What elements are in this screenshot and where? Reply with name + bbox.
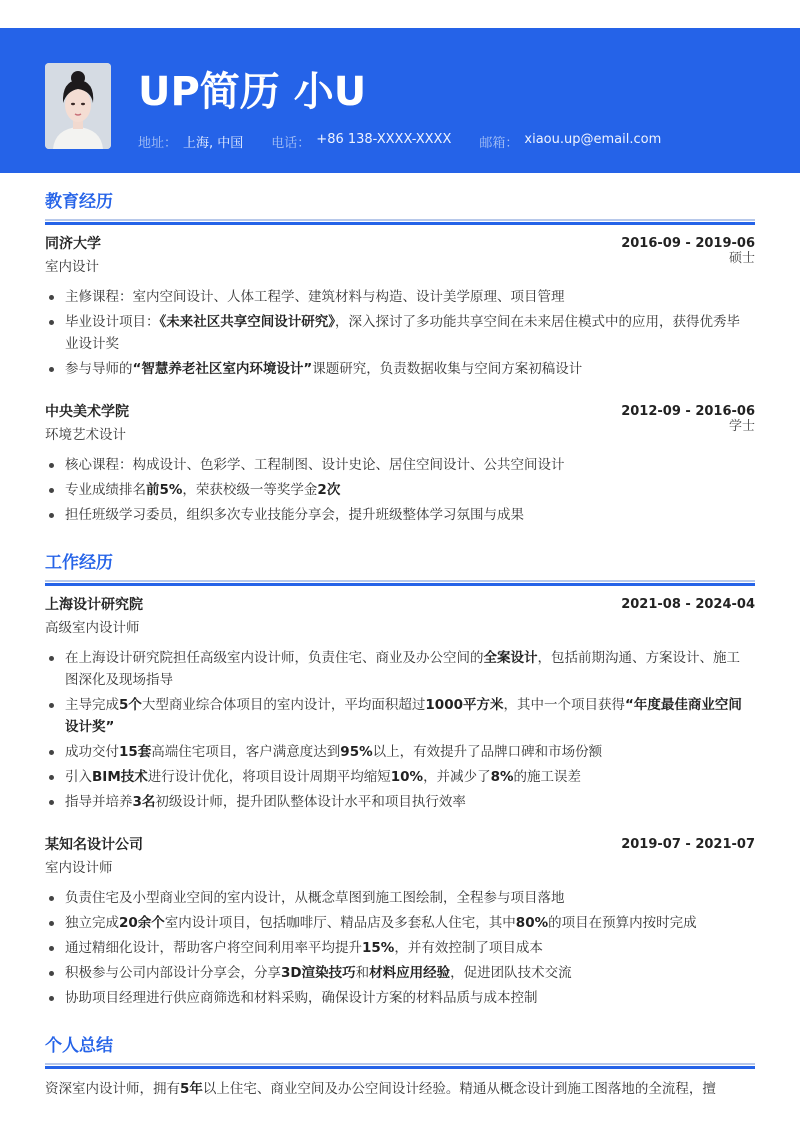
- entry-subheader: [45, 855, 755, 879]
- text-run: ，并减少了: [423, 769, 491, 785]
- summary-section: [45, 1035, 755, 1100]
- entry-role: 环境艺术设计: [45, 427, 126, 443]
- text-run: ，并有效控制了项目成本: [394, 940, 543, 956]
- entry-role: 高级室内设计师: [45, 620, 140, 636]
- entry-organization: 上海设计研究院: [45, 597, 143, 613]
- text-run: 毕业设计项目：: [65, 314, 160, 330]
- text-run: 课题研究，负责数据收集与空间方案初稿设计: [312, 361, 583, 377]
- section-title-summary: 个人总结: [45, 1036, 113, 1056]
- text-run: 指导并培养: [65, 794, 133, 810]
- emphasis-text: 95%: [340, 744, 373, 760]
- bullet-item: [45, 286, 755, 308]
- bullet-item: [45, 937, 755, 959]
- text-run: 引入: [65, 769, 92, 785]
- section-title-education: 教育经历: [45, 192, 113, 212]
- bullet-item: [45, 358, 755, 380]
- text-run: 高端住宅项目，客户满意度达到: [151, 744, 341, 760]
- section-title-work: 工作经历: [45, 553, 113, 573]
- candidate-name: UP简历 小U: [138, 69, 367, 115]
- entry-organization: 中央美术学院: [45, 404, 129, 420]
- section-divider: [45, 580, 755, 587]
- bullet-item: [45, 311, 755, 355]
- emphasis-text: 80%: [515, 915, 549, 931]
- address-value: 上海, 中国: [183, 136, 244, 151]
- work-section: [45, 552, 755, 1009]
- entry-role: 室内设计: [45, 259, 99, 275]
- bullet-item: [45, 741, 755, 763]
- section-divider: [45, 1063, 755, 1070]
- emphasis-text: 20余个: [119, 915, 165, 931]
- entry-header: [45, 835, 755, 855]
- entry-date-range: 2019-07 - 2021-07: [621, 837, 755, 852]
- text-run: 核心课程：构成设计、色彩学、工程制图、设计史论、居住空间设计、公共空间设计: [65, 457, 565, 473]
- summary-text: [45, 1078, 755, 1100]
- text-run: 担任班级学习委员，组织多次专业技能分享会，提升班级整体学习氛围与成果: [65, 507, 524, 523]
- text-run: 专业成绩排名: [65, 482, 146, 498]
- entry-item: [45, 402, 755, 526]
- entry-bullets: [45, 647, 755, 813]
- bullet-item: [45, 766, 755, 788]
- bullet-item: [45, 962, 755, 984]
- entry-subheader: [45, 251, 755, 278]
- bullet-item: [45, 912, 755, 934]
- emphasis-text: 10%: [390, 769, 424, 785]
- text-run: 的项目在预算内按时完成: [548, 915, 697, 931]
- entry-bullets: [45, 454, 755, 526]
- entry-item: [45, 835, 755, 1009]
- text-run: 以上，有效提升了品牌口碑和市场份额: [372, 744, 603, 760]
- emphasis-text: BIM技术: [92, 769, 148, 785]
- section-divider: [45, 219, 755, 226]
- entry-role: 室内设计师: [45, 860, 113, 876]
- email-value[interactable]: xiaou.up@email.com: [524, 132, 662, 147]
- emphasis-text: 全案设计: [483, 650, 538, 666]
- text-run: ，荣获校级一等奖学金: [182, 482, 318, 498]
- text-run: 进行设计优化，将项目设计周期平均缩短: [147, 769, 391, 785]
- emphasis-text: “智慧养老社区室内环境设计”: [132, 361, 313, 377]
- bullet-item: [45, 454, 755, 476]
- text-run: 资深室内设计师，拥有: [45, 1081, 180, 1097]
- text-run: ，深入探讨了多功能共享空间在未来居住模式中的应用，获得优秀毕业设计奖: [65, 314, 740, 352]
- entry-bullets: [45, 887, 755, 1009]
- resume-header: [0, 28, 800, 173]
- emphasis-text: 3名: [132, 794, 156, 810]
- phone-value: +86 138-XXXX-XXXX: [316, 132, 452, 147]
- entry-organization: 某知名设计公司: [45, 837, 143, 853]
- entry-subheader: [45, 615, 755, 639]
- contact-address: [138, 132, 243, 151]
- education-section: [45, 191, 755, 526]
- emphasis-text: 15%: [362, 940, 395, 956]
- emphasis-text: 5年: [180, 1081, 203, 1097]
- email-label: 邮箱：: [479, 136, 519, 151]
- education-list: [45, 234, 755, 526]
- bullet-item: [45, 887, 755, 909]
- text-run: 成功交付: [65, 744, 119, 760]
- text-run: 参与导师的: [65, 361, 133, 377]
- text-run: 独立完成: [65, 915, 119, 931]
- emphasis-text: 3D渲染技巧: [281, 965, 356, 981]
- entry-header: [45, 402, 755, 422]
- text-run: 在上海设计研究院担任高级室内设计师，负责住宅、商业及办公空间的: [65, 650, 484, 666]
- bullet-item: [45, 647, 755, 691]
- text-run: 主修课程：室内空间设计、人体工程学、建筑材料与构造、设计美学原理、项目管理: [65, 289, 565, 305]
- text-run: 室内设计项目，包括咖啡厅、精品店及多套私人住宅，其中: [164, 915, 516, 931]
- entry-degree: 硕士: [728, 251, 755, 266]
- address-label: 地址：: [138, 136, 178, 151]
- text-run: 初级设计师，提升团队整体设计水平和项目执行效率: [155, 794, 466, 810]
- text-run: 负责住宅及小型商业空间的室内设计，从概念草图到施工图绘制，全程参与项目落地: [65, 890, 565, 906]
- text-run: ，促进团队技术交流: [450, 965, 572, 981]
- text-run: 的施工误差: [513, 769, 581, 785]
- contact-info: [138, 132, 689, 151]
- entry-date-range: 2016-09 - 2019-06: [621, 236, 755, 251]
- entry-date-range: 2021-08 - 2024-04: [621, 597, 755, 612]
- portrait-photo-icon: [45, 63, 111, 149]
- resume-body: [0, 191, 800, 1100]
- text-run: 积极参与公司内部设计分享会，分享: [65, 965, 281, 981]
- emphasis-text: 8%: [490, 769, 514, 785]
- work-list: [45, 595, 755, 1009]
- text-run: 主导完成: [65, 697, 119, 713]
- entry-degree: 学士: [728, 419, 755, 434]
- entry-item: [45, 595, 755, 813]
- bullet-item: [45, 479, 755, 501]
- emphasis-text: 材料应用经验: [369, 965, 451, 981]
- entry-header: [45, 595, 755, 615]
- emphasis-text: “年度最佳商业空间设计奖”: [65, 697, 742, 735]
- entry-organization: 同济大学: [45, 236, 101, 252]
- top-margin: [0, 0, 800, 28]
- emphasis-text: 2次: [317, 482, 341, 498]
- entry-header: [45, 234, 755, 254]
- text-run: ，其中一个项目获得: [503, 697, 625, 713]
- emphasis-text: 5个: [119, 697, 142, 713]
- text-run: 和: [355, 965, 370, 981]
- text-run: 大型商业综合体项目的室内设计，平均面积超过: [141, 697, 426, 713]
- entry-item: [45, 234, 755, 380]
- phone-label: 电话：: [271, 136, 311, 151]
- contact-email: [479, 132, 661, 151]
- text-run: 协助项目经理进行供应商筛选和材料采购，确保设计方案的材料品质与成本控制: [65, 990, 538, 1006]
- emphasis-text: 前5%: [146, 482, 183, 498]
- entry-bullets: [45, 286, 755, 380]
- bullet-item: [45, 791, 755, 813]
- avatar: [45, 63, 111, 149]
- emphasis-text: 《未来社区共享空间设计研究》: [159, 314, 335, 330]
- emphasis-text: 1000平方米: [425, 697, 504, 713]
- text-run: 以上住宅、商业空间及办公空间设计经验。精通从概念设计到施工图落地的全流程，擅: [202, 1081, 716, 1097]
- emphasis-text: 15套: [119, 744, 152, 760]
- text-run: ，包括前期沟通、方案设计、施工图深化及现场指导: [65, 650, 740, 688]
- entry-date-range: 2012-09 - 2016-06: [621, 404, 755, 419]
- entry-subheader: [45, 419, 755, 446]
- bullet-item: [45, 694, 755, 738]
- contact-phone: [271, 132, 451, 151]
- text-run: 通过精细化设计，帮助客户将空间利用率平均提升: [65, 940, 362, 956]
- bullet-item: [45, 504, 755, 526]
- bullet-item: [45, 987, 755, 1009]
